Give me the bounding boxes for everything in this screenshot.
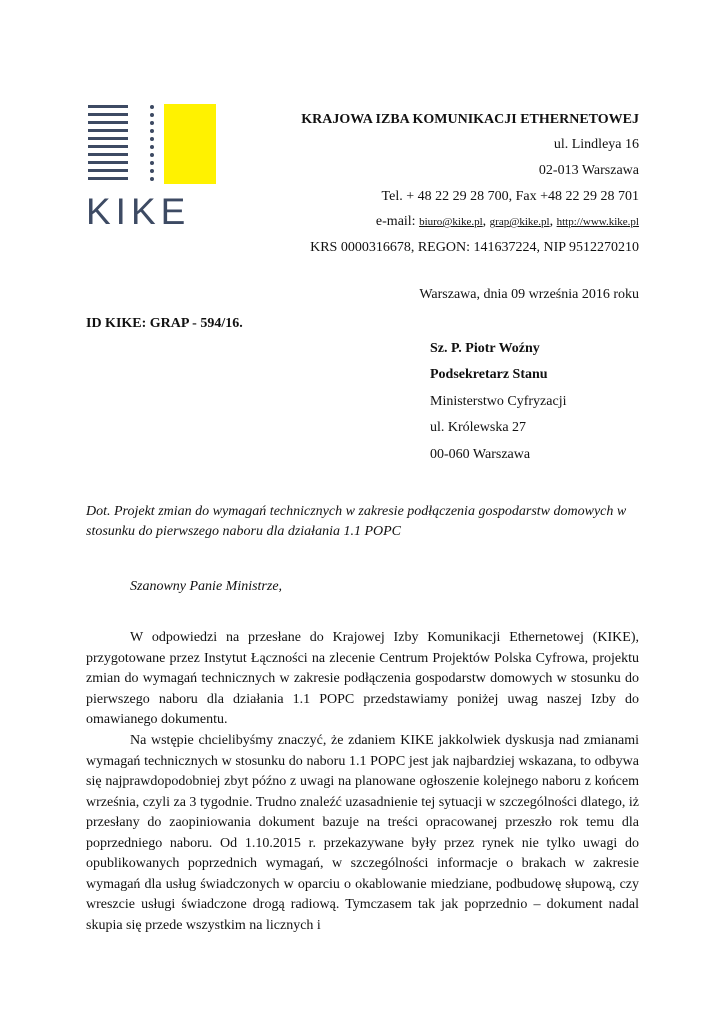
logo-yellow-block (164, 104, 216, 184)
email-sep-1: , (482, 214, 490, 229)
org-registry: KRS 0000316678, REGON: 141637224, NIP 9512270210 (310, 240, 639, 255)
recipient-city: 00-060 Warszawa (430, 447, 531, 462)
greeting: Szanowny Panie Ministrze, (130, 579, 283, 594)
org-street: ul. Lindleya 16 (553, 137, 639, 152)
email-grap-link[interactable]: grap@kike.pl (489, 216, 550, 228)
kike-logo-graphic (86, 102, 221, 230)
kike-logo (86, 102, 221, 230)
body-paragraph-2: Na wstępie chcielibyśmy znaczyć, że zdaniem KIKE jakkolwiek dyskusja nad zmianami wymagań technicznych w stosunku do naboru 1.1 POPC jest jak najbardziej wskazana, to odbywa się najprawdopodobniej zbyt późno z uwagi na planowane ogłoszenie kolejnego naboru z końcem września, czyli za 3 tygodnie. Trudno znaleźć uzasadnienie tej sytuacji w szczególności dlatego, iż przesłany do zaopiniowania dokument bazuje na treści opracowanej przeszło rok temu dla poprzedniego naboru. Od 1.10.2015 r. przekazywane były przez rynek nie tylko uwagi do opublikowanych poprzednich wymagań, w szczególności informacje o brakach w zakresie wymagań dla usług świadczonych w oparciu o okablowanie miedziane, podbudowę słupową, czy wreszcie usługi świadczone drogą radiową. Tymczasem tak jak poprzednio – dokument nadal skupia się przede wszystkim na licznych i (86, 733, 639, 933)
recipient-institution: Ministerstwo Cyfryzacji (430, 394, 567, 409)
email-sep-2: , (549, 214, 557, 229)
org-phone: Tel. + 48 22 29 28 700, Fax +48 22 29 28 701 (381, 189, 639, 204)
logo-wordmark: KIKE (86, 191, 191, 230)
body-paragraph-1: W odpowiedzi na przesłane do Krajowej Izby Komunikacji Ethernetowej (KIKE), przygotowane przez Instytut Łączności na zlecenie Centrum Projektów Polska Cyfrowa, projektu zmian do wymagań technicznych w zakresie podłączenia gospodarstw domowych w stosunku do pierwszego naboru dla działania 1.1 POPC przedstawiamy poniżej uwag naszej Izby do omawianego dokumentu. (86, 630, 639, 727)
org-name: KRAJOWA IZBA KOMUNIKACJI ETHERNETOWEJ (301, 112, 639, 127)
org-email-line (376, 214, 639, 230)
org-city: 02-013 Warszawa (538, 163, 639, 178)
logo-dots (150, 105, 154, 181)
website-link[interactable]: http://www.kike.pl (556, 216, 639, 228)
recipient-name: Sz. P. Piotr Woźny (430, 341, 540, 356)
subject-line: Dot. Projekt zmian do wymagań technicznych w zakresie podłączenia gospodarstw domowych w stosunku do pierwszego naboru dla działania 1.1 POPC (86, 504, 627, 539)
email-prefix: e-mail: (375, 214, 420, 229)
recipient-title: Podsekretarz Stanu (430, 367, 548, 382)
email-biuro-link[interactable]: biuro@kike.pl (419, 216, 483, 228)
recipient-street: ul. Królewska 27 (430, 420, 527, 435)
date-line: Warszawa, dnia 09 września 2016 roku (419, 287, 639, 302)
id-kike: ID KIKE: GRAP - 594/16. (86, 316, 243, 331)
logo-stripes (88, 105, 128, 180)
